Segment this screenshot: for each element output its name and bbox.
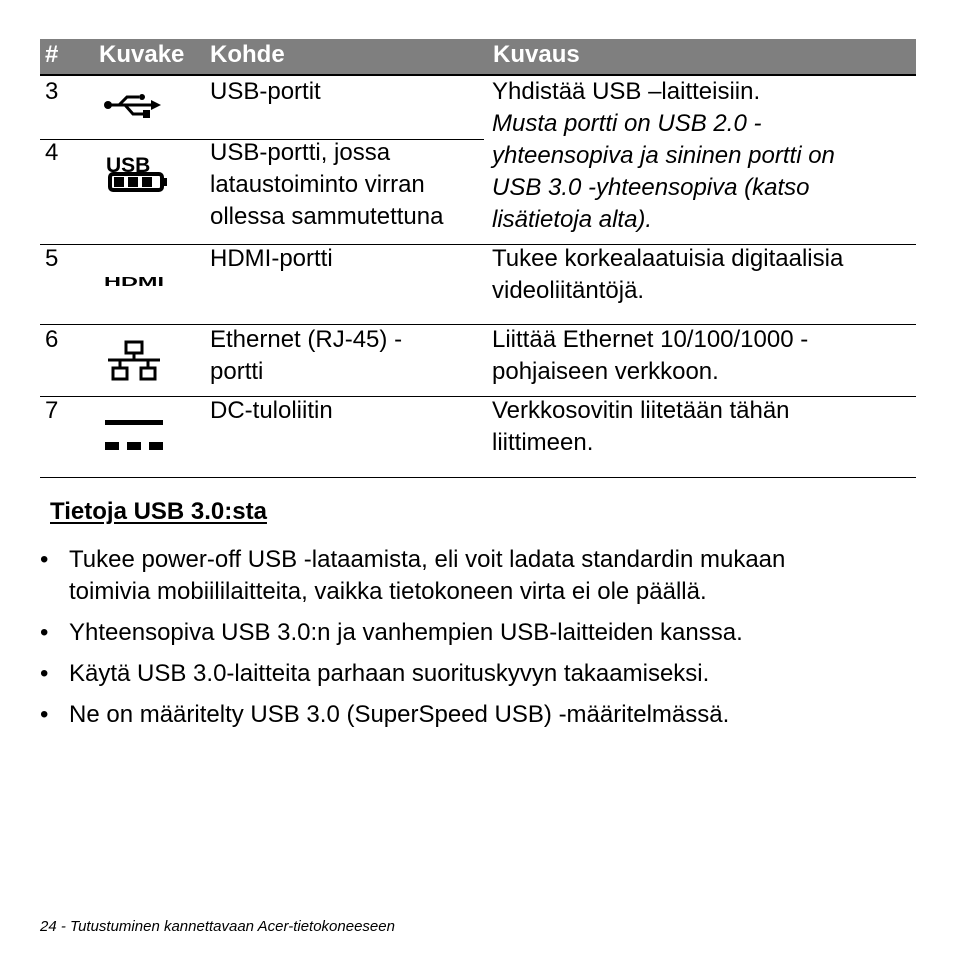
usb-badge-text: USB: [106, 154, 151, 177]
bullet-icon: •: [40, 701, 49, 728]
hdmi-icon: [104, 275, 166, 289]
list-item: • Käytä USB 3.0-laitteita parhaan suorituskyvyn takaamiseksi.: [40, 658, 915, 690]
row-item: HDMI-portti: [210, 245, 333, 272]
bullet-icon: •: [40, 546, 49, 573]
ports-table: [40, 39, 916, 76]
bullet-icon: •: [40, 660, 49, 687]
dc-in-icon: [105, 418, 163, 452]
row-number: 4: [45, 139, 59, 166]
svg-text:HDMI: HDMI: [104, 275, 164, 289]
table-header: [40, 39, 916, 76]
bullet-icon: •: [40, 619, 49, 646]
usb-description: Yhdistää USB –laitteisiin. Musta portti on USB 2.0 - yhteensopiva ja sininen portti on USB 3.0 -yhteensopiva (katso lisätietoja alta).: [492, 78, 835, 233]
list-item: • Yhteensopiva USB 3.0:n ja vanhempien USB-laitteiden kanssa.: [40, 617, 915, 649]
header-number: #: [45, 41, 59, 68]
row-description: Liittää Ethernet 10/100/1000 - pohjaiseen verkkoon.: [492, 326, 809, 385]
row-description: Tukee korkealaatuisia digitaalisia videoliitäntöjä.: [492, 245, 844, 304]
header-item: Kohde: [210, 41, 285, 68]
row-item: USB-portti, jossa lataustoiminto virran ollessa sammutettuna: [210, 139, 444, 230]
header-icon: Kuvake: [99, 41, 185, 68]
row-item: Ethernet (RJ-45) - portti: [210, 326, 403, 385]
bullet-list: [40, 544, 915, 740]
row-description: Verkkosovitin liitetään tähän liittimeen.: [492, 397, 790, 456]
row-number: 5: [45, 245, 59, 272]
section-title: Tietoja USB 3.0:sta: [50, 498, 267, 525]
usb-icon: [103, 93, 163, 121]
row-number: 6: [45, 326, 59, 353]
list-item: • Ne on määritelty USB 3.0 (SuperSpeed USB) -määritelmässä.: [40, 699, 915, 731]
ethernet-icon: [106, 340, 162, 384]
table-bottom-border: [40, 477, 916, 478]
usb-charge-icon: [102, 150, 172, 194]
list-item: • Tukee power-off USB -lataamista, eli voit ladata standardin mukaan toimivia mobiililaitteita, vaikka tietokoneen virta ei ole päällä.: [40, 546, 786, 605]
row-item: USB-portit: [210, 78, 321, 105]
page-footer: 24 - Tutustuminen kannettavaan Acer-tietokoneeseen: [40, 918, 395, 935]
header-description: Kuvaus: [493, 41, 580, 68]
row-number: 7: [45, 397, 59, 424]
row-item: DC-tuloliitin: [210, 397, 333, 424]
row-number: 3: [45, 78, 59, 105]
